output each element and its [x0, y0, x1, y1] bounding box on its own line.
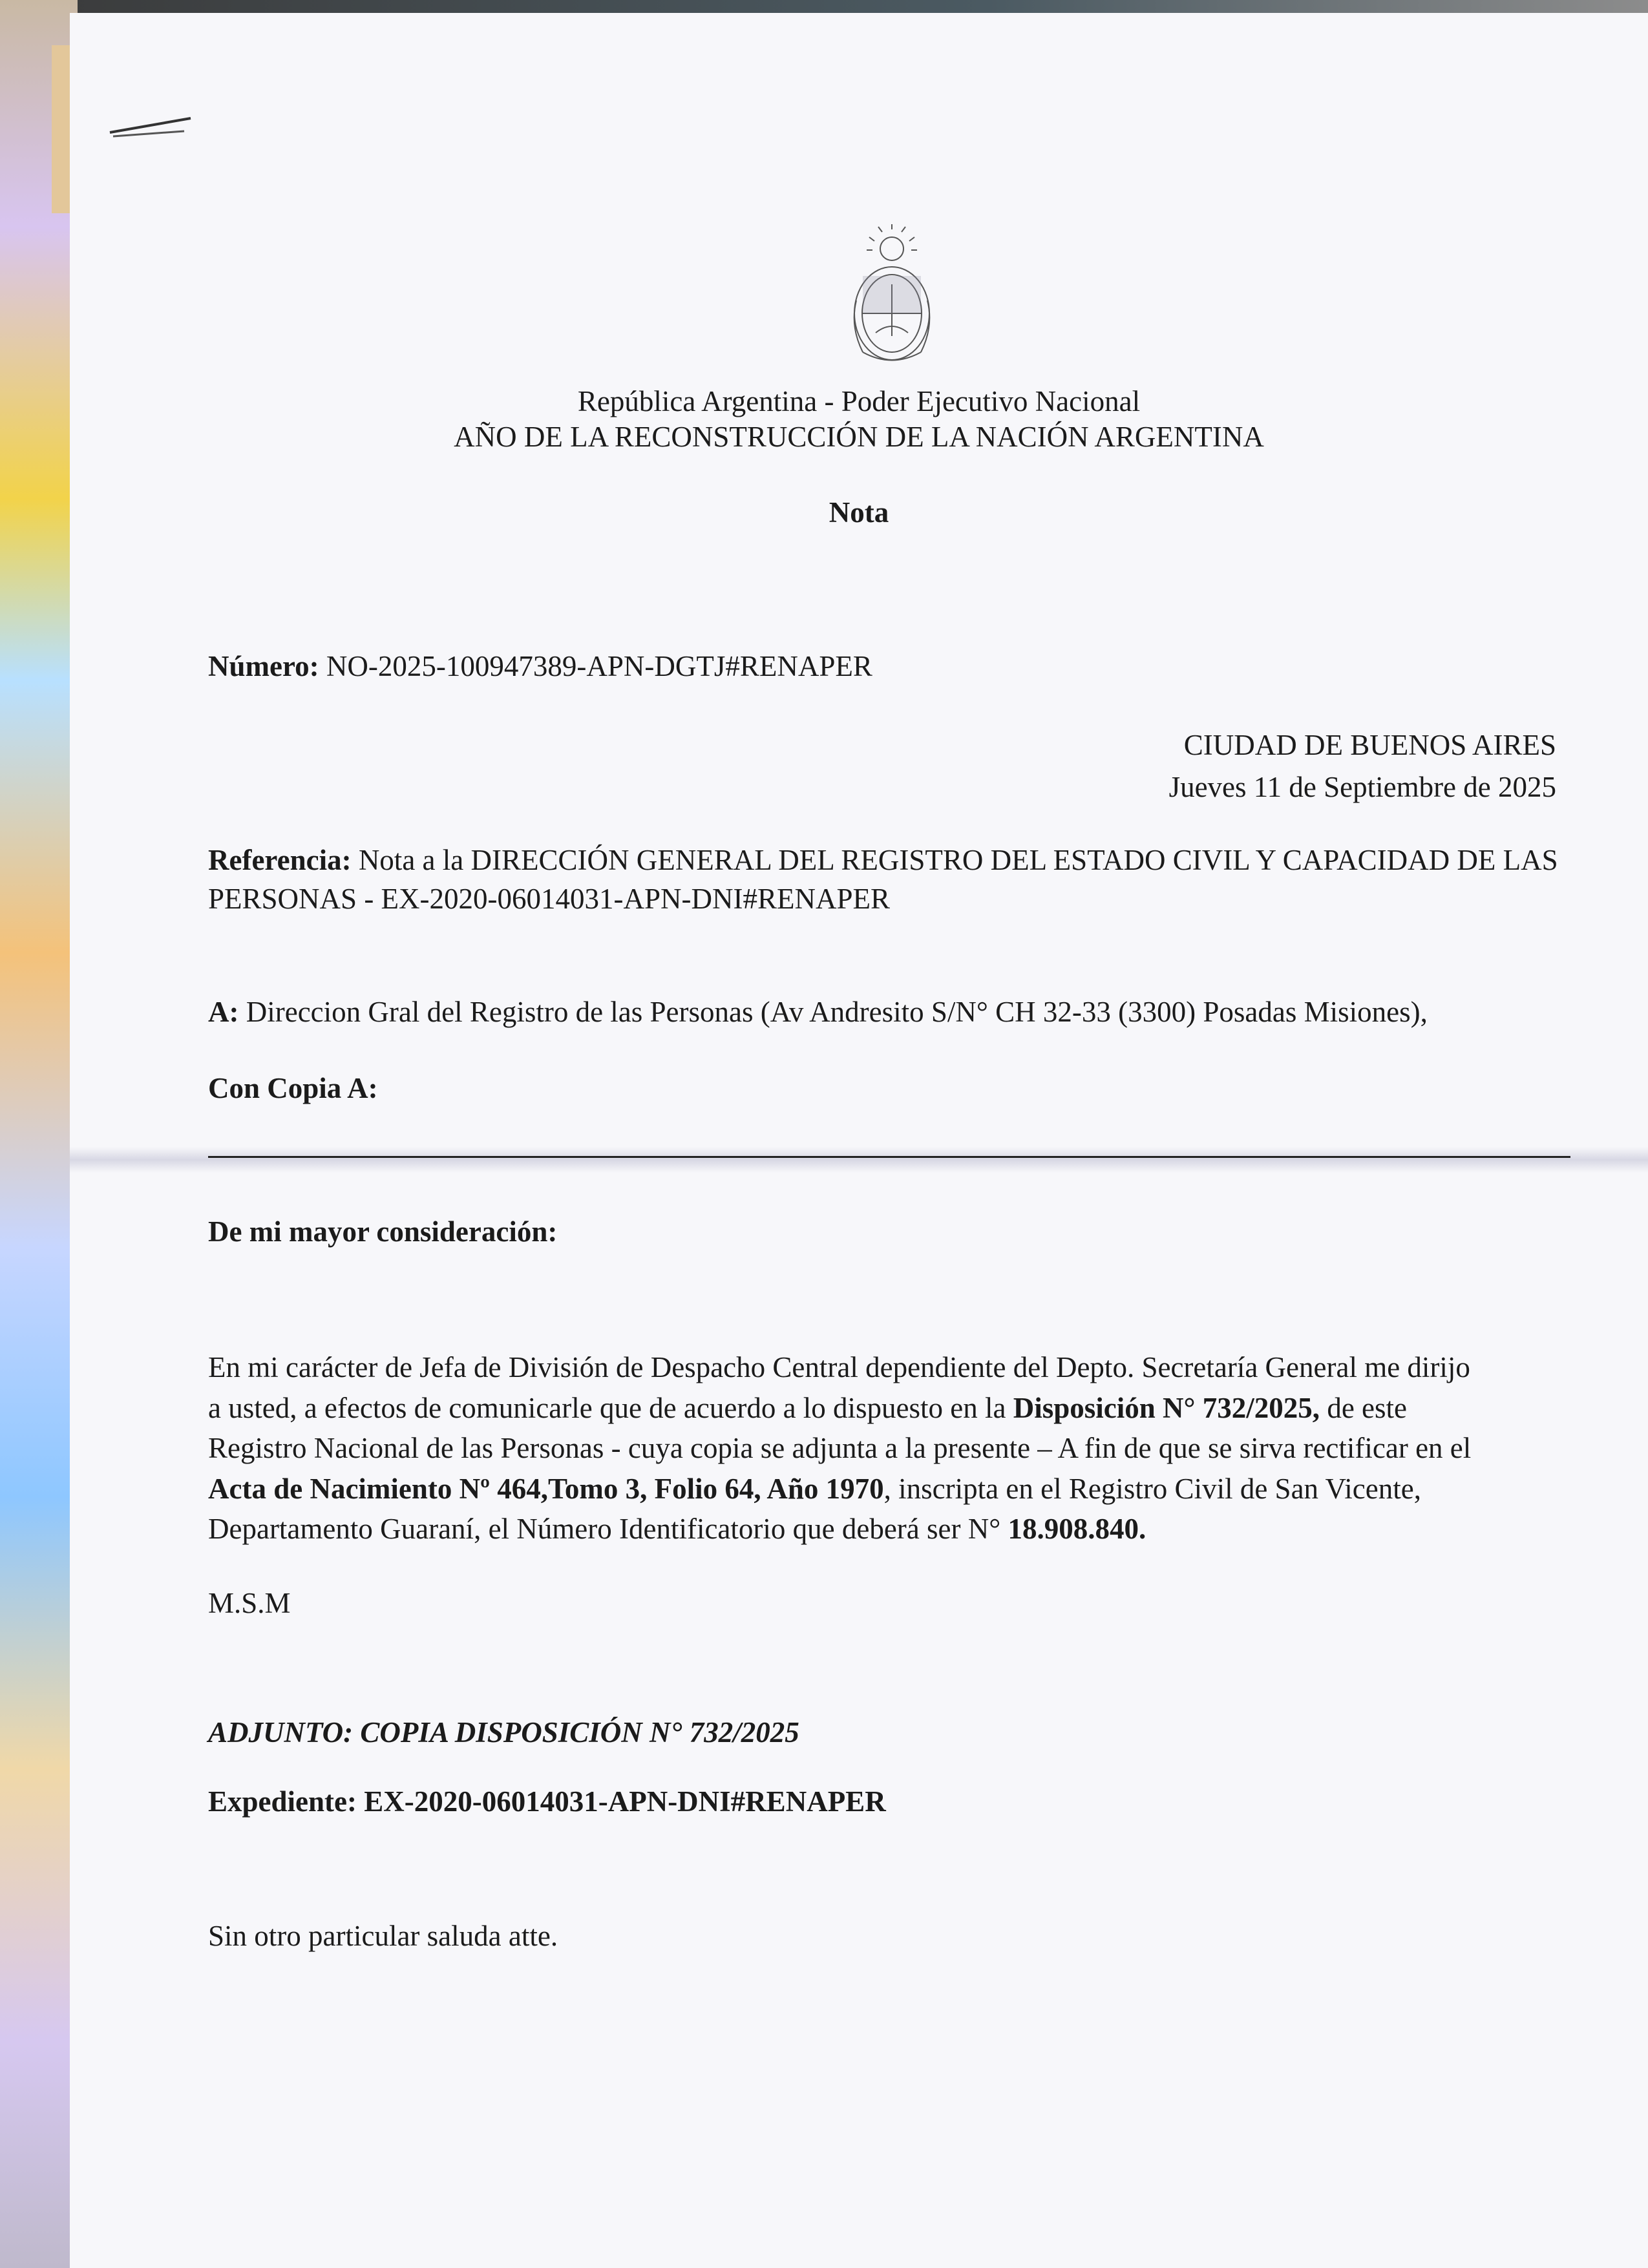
- msm-initials: M.S.M: [208, 1587, 291, 1619]
- numero-line: [208, 649, 872, 683]
- body-line-4-tail: , inscripta en el Registro Civil de San Vicente,: [883, 1473, 1421, 1505]
- disposicion-reference: Disposición N° 732/2025,: [1013, 1392, 1320, 1424]
- city: CIUDAD DE BUENOS AIRES: [1183, 729, 1556, 761]
- date: Jueves 11 de Septiembre de 2025: [1168, 771, 1556, 803]
- body-line-3: Registro Nacional de las Personas - cuya copia se adjunta a la presente – A fin de que se sirva rectificar en el: [208, 1432, 1472, 1464]
- adjunto-line: ADJUNTO: COPIA DISPOSICIÓN N° 732/2025: [208, 1716, 799, 1748]
- destinatario-line: [208, 995, 1428, 1029]
- referencia-label: Referencia:: [208, 844, 352, 876]
- body-line-1: En mi carácter de Jefa de División de Despacho Central dependiente del Depto. Secretaría General me dirijo: [208, 1351, 1470, 1383]
- numero-value: NO-2025-100947389-APN-DGTJ#RENAPER: [326, 650, 872, 682]
- body-line-2-tail: de este: [1327, 1392, 1407, 1424]
- body-line-2: [208, 1391, 1407, 1425]
- destinatario-value: Direccion Gral del Registro de las Personas (Av Andresito S/N° CH 32-33 (3300) Posadas Misiones),: [246, 996, 1428, 1028]
- identification-number: 18.908.840.: [1008, 1513, 1146, 1545]
- body-line-2-text: a usted, a efectos de comunicarle que de acuerdo a lo dispuesto en la: [208, 1392, 1006, 1424]
- scanner-top-edge: [0, 0, 1648, 14]
- paper-fold: [70, 1147, 1648, 1173]
- acta-reference: Acta de Nacimiento Nº 464,Tomo 3, Folio 64, Año 1970: [208, 1473, 884, 1505]
- con-copia-label: Con Copia A:: [208, 1072, 378, 1104]
- header-year-motto: AÑO DE LA RECONSTRUCCIÓN DE LA NACIÓN ARGENTINA: [454, 421, 1264, 453]
- scanner-side-strip: [0, 0, 78, 2268]
- referencia-text-2: PERSONAS - EX-2020-06014031-APN-DNI#RENAPER: [208, 883, 891, 915]
- destinatario-label: A:: [208, 996, 239, 1028]
- expediente-line: Expediente: EX-2020-06014031-APN-DNI#RENAPER: [208, 1785, 886, 1818]
- referencia-text-1: Nota a la DIRECCIÓN GENERAL DEL REGISTRO DEL ESTADO CIVIL Y CAPACIDAD DE LAS: [358, 844, 1558, 876]
- body-line-5: [208, 1512, 1146, 1546]
- body-line-5-text: Departamento Guaraní, el Número Identificatorio que deberá ser N°: [208, 1513, 1001, 1545]
- document-type-title: Nota: [829, 496, 889, 529]
- referencia-line-1: [208, 843, 1558, 877]
- numero-label: Número:: [208, 650, 319, 682]
- staple-mark: [107, 113, 197, 139]
- salutation: De mi mayor consideración:: [208, 1215, 558, 1248]
- body-line-4: [208, 1472, 1421, 1506]
- separator-line: [208, 1156, 1570, 1158]
- closing-line: Sin otro particular saluda atte.: [208, 1920, 558, 1952]
- coat-of-arms-emblem: [837, 223, 947, 372]
- header-republica: República Argentina - Poder Ejecutivo Nacional: [577, 385, 1141, 417]
